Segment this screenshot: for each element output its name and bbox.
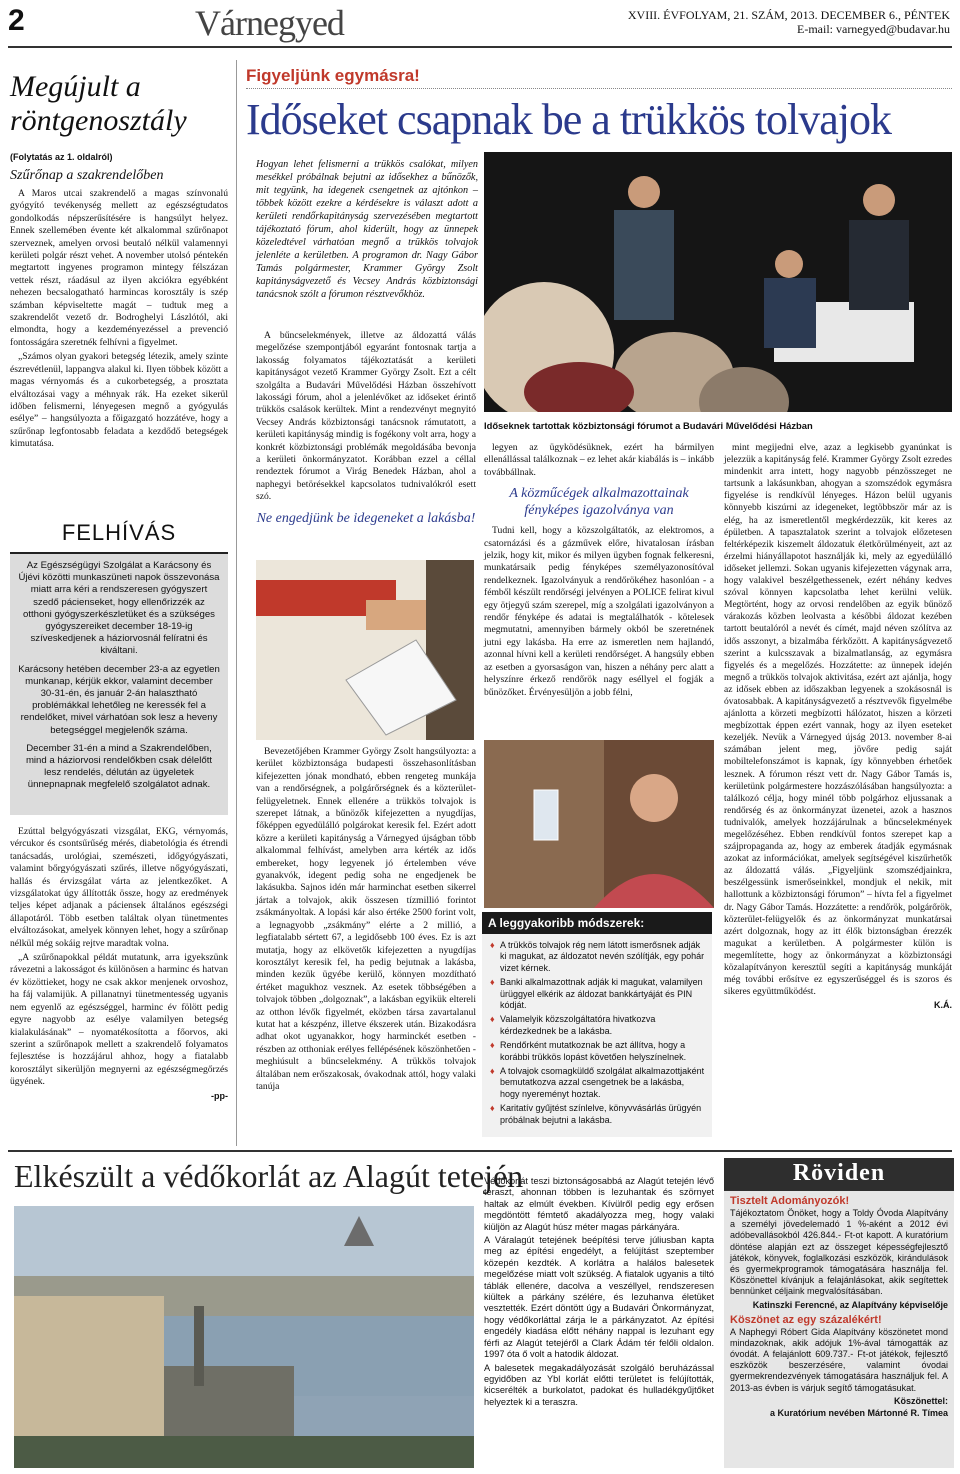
method-item: ♦ Rendőrként mutatkoznak be azt állítva, hogy a korábbi trükkös lopást követően helyszínelnek. [490,1040,706,1063]
left-body-2 [10,826,228,1101]
roviden-title: Röviden [724,1158,954,1191]
article-subhead-2: A közműcégek alkalmazottainak fényképes igazolványa van [509,486,689,519]
left-paragraph: A Maros utcai szakrendelő a magas színvonalú gyógyító tevékenység mellett az egészségtudatos gondolkodás népszerűsítésére is hangsúlyt helyez. Ennek szellemében évente két alkalommal szűrőnapot szerveznek, amelyen orvosi beutaló nélkül valamennyi kerületi polgár részt vehet. A november utolsó péntekén megtartott ingyenes programon mintegy félszázan vettek részt, ráadásul az ilyen akciókra egyébként nehezen becsalogatható harmincas korosztály is szép számban képviseltette magát – tudtuk meg a szakrendelőt vezető dr. Bodroghelyi Lászlótól, aki elmondta, hogy a kezdeményezéssel a prevenció fontosságára szeretnék felhívni a figyelmet. [10,188,228,348]
bottom-paragraph: A Váralagút tetejének beépítési terve júliusban kapta meg az építési engedélyt, a felújítást szeptember közepén kezdték. A korlátra a halálos balesetek megelőzése miatt volt szükség. A fiatalok ugyanis a tiltó táblák ellenére, dacolva a veszéllyel, rendszeresen kiültek a párkány szélére, és lezuhanva életüket vesztették. Ezért döntött úgy a Budavári Önkormányzat, hogy védőkorláttal zárja le a párkányzatot. Az építési engedély kiadása előtt néhány nappal is lezuhant egy férfi az Alagút tetejéről a Clark Ádám tér felőli oldalon. 1997 óta ő volt a hatodik áldozat. [484,1235,714,1360]
methods-title: A leggyakoribb módszerek: [482,912,712,934]
method-item: ♦ A tolvajok csomagküldő szolgálat alkalmazottjaként bemutatkozva azzal csengetnek be a lakásba, hogy nyereményt hoztak. [490,1066,706,1100]
page-number: 2 [8,4,25,37]
notice-box [10,518,228,815]
city-photo [14,1206,474,1468]
lead-text: Hogyan lehet felismerni a trükkös csalókat, milyen mesékkel próbálnak bejutni az idősekhez a bűnözők, mit tegyünk, ha idegenek csengetnek az ajtónkon – többek között ezekre a kérdésekre is választ adott a kerületi rendőrkapitányság szervezésében megtartott tájékoztató fórum, ahol kiderült, hogy az ünnepek közeledtével várhatóan megnő a trükkös tolvajok jelenléte a kerületben. A programon dr. Nagy Gábor Tamás polgármester, Krammer György Zsolt kapitányságvezető és Vecsey András közbiztonsági tanácsnok szólt a fórumon résztvevőkhöz. [256,159,478,300]
top-rule [8,46,952,48]
door-photo-illustration [256,560,474,740]
left-body [10,188,228,451]
left-subhead: Szűrőnap a szakrendelőben [10,168,164,183]
article-col-2 [484,442,714,701]
bottom-paragraph: Védőkorlát teszi biztonságosabbá az Alagút tetején lévő teraszt, ahonnan többen is lezuhantak és szörnyet haltak az elmúlt években. Kívülről pedig egy erősen megdöntött fémtető akadályozza meg, hogy valaki kiüljön az Alagút húsz méter magas párkányára. [484,1176,714,1232]
woman-photo [484,740,714,908]
continued-note: (Folytatás az 1. oldalról) [10,152,113,162]
roviden-text-1: Tájékoztatom Önöket, hogy a Toldy Óvoda Alapítvány a személyi jövedelemadó 1 %-aként a 2012 évi adóbevallásokból 426.844.- Ft-ot kapott. A kuratórium döntése alapján ezt az összeget képességfejlesztő játékok, könyvek, foglalkozási eszközök, kirándulások és gyermekprogramok támogatására használja fel. Köszönettel kívánjuk a felajánlásokat, akik segítettek bennünket céljaink megvalósításában. [730,1208,948,1297]
article-paragraph: Bevezetőjében Krammer György Zsolt hangsúlyozta: a kerület közbiztonsága budapesti összehasonlításban kifejezetten jónak mondható, ebben rengeteg munkája van a rendőrségnek, a polgárőrségnek és a közterület-felügyeletnek. Ennek ellenére a trükkös tolvajok is szerepet látnak, a bűnözők kifejezetten a nyugdíjas, főképpen egyedülálló polgárokat keresik fel. Ezért adott közre a kerületi kapitányság a Várnegyed újságban több alkalommal felhívást, amelyben arra kérték az idős embereket, hogy legyenek jó értelemben véve gyanakvók, idegent pedig soha ne engedjenek be lakásukba. Sajnos idén már harminchat esetben sikerrel jártak a tolvajok, akik összesen tízmillió forintot zsákmányoltak. A lopási kár also értéke 2500 forint volt, a legnagyobb „zsákmány” elérte a 2 millió, a legfiatalabb sértett 67, a legidősebb 100 éves. Ez is azt mutatja, hogy az elkövetők kifejezetten a nyugdíjas korosztályt keresik fel, ha pedig bejutnak a lakásba, minden kezük ügyébe kerülő, könnyen mozdítható értéket magukhoz vesznek. Az esetek többségében a tolvajok többen „dolgoznak”, a lakásban egyikük eltereli az otthon lévők figyelmét, eközben társa zavartalanul kutat hat a készpénz, illetve ékszerek után. Bizakodásra adhat okot ugyanakkor, hogy harminckét esetben - részben az otthoniak erélyes fellépésének köszönhetően - meghiúsult a bűncselekmény. A trükkös tolvajok általában nem erőszakosak, óvakodnak attól, hogy valaki tanúja [256,746,476,1092]
roviden-subhead-2: Köszönet az egy százalékért! [730,1313,882,1326]
kicker: Figyeljünk egymásra! [246,66,420,85]
left-paragraph: „A szűrőnapokkal példát mutatunk, arra igyekszünk rávezetni a lakosságot és különösen a harminc és hatvan év közöttieket, hogy ne csak akkor menjenek orvoshoz, ha fáj valamijük. A pillanatnyi tünetmentesség ugyanis nem egyenlő az egészséggel, harminc év fölött pedig egyre nagyobb az esélye valamilyen betegség kialakulásának” – nyomatékosította a főorvos, aki szerint a szűrőnapok mellett a szakrendelő folyamatos fejlesztése is hozzájárul ahhoz, hogy a fiatalabb korosztályt sikerüljön megnyerni az egészségmegőrzés ügyének. [10,952,228,1088]
notice-title: FELHÍVÁS [10,518,228,554]
main-headline: Időseket csapnak be a trükkös tolvajok [246,95,892,144]
door-photo [256,560,474,740]
masthead: Várnegyed [195,3,344,43]
article-paragraph: A bűncselekmények, illetve az áldozattá válás megelőzése szempontjából egyaránt fontosnak tartja a lakosság folyamatos tájékoztatását a kerületi kapitányságot vezető Krammer György Zsolt. Ezt a célt szolgálta a Budavári Művelődési Házban összehívott lakossági fórum, ahol a jelenlévőket az időseket érintő trükkös csalások kerültek. Mint a rendezvényt megnyitó Vecsey András közbiztonsági tanácsnok rámutatott, a kerületi kapitányság mindig is fogékony volt arra, hogy a konkrét közbiztonsági problémák megoldásába bevonja a kerületi önkormányzatot. Korábban ezzel a céllal rendeztek fórumot a Virág Benedek Házban, ahol a naphegyi betörésekkel kapcsolatos tudnivalókról esett szó. [256,330,476,503]
left-article [10,152,228,453]
left-paragraph: „Számos olyan gyakori betegség létezik, amely szinte észrevétlenül, lappangva alakul ki. Ilyen többek között a magas vérnyomás és a cukorbetegség, a prosztata elváltozásai vagy a méhnyak rák. Ha ezeket sikerül időben felismerni, lényegesen megnő a gyógyulás esélye” – hangsúlyozta a főigazgató hozzátéve, hogy a szűrőnap legfontosabb feladata a kezdődő betegségek kimutatása. [10,351,228,450]
article-col-3 [724,442,952,1010]
article-subhead-1: Ne engedjünk be idegeneket a lakásba! [256,510,476,526]
roviden-box [724,1158,954,1468]
city-photo-illustration [14,1206,474,1468]
notice-paragraph: December 31-én a mind a Szakrendelőben, mind a háziorvosi rendelőkben csak délelőtt lesz rendelés, délután az ügyeletek ünnepnapnak megfelelő szolgálatot adnak. [25,742,213,791]
roviden-signature-label: Köszönettel: [894,1395,948,1406]
notice-body [10,554,228,804]
roviden-subhead-1: Tisztelt Adományozók! [730,1195,850,1207]
method-item: ♦ Valamelyik közszolgáltatóra hivatkozva kérdezkednek be a lakásba. [490,1014,706,1037]
article-col-1 [256,330,476,533]
method-item: ♦ Karitatív gyűjtést színlelve, könyvvásárlás ürügyén próbálnak bejutni a lakásba. [490,1103,706,1126]
article-col-1b [256,746,476,1095]
left-paragraph: Ezúttal belgyógyászati vizsgálat, EKG, vérnyomás, vércukor és csontsűrűség mérés, diabetológia és étrendi tanácsadás, urológiai, szemészeti, időgyógyászati, valamint bőrgyógyászati szűrés, illetve nőgyógyászati, hallás és érvizsgálat várta az jelentkezőket. A vizsgálatokat úgy állították össze, hogy az eredmények teljes képet adjanak a páciensek általános egészségi állapotáról. Több esetben találtak olyan tünetmentes elváltozásokat, amelyek könnyen lehet, hogy a szűrőnap nélkül még sokáig rejtve maradtak volna. [10,826,228,949]
method-item: ♦ Banki alkalmazottnak adják ki magukat, valamilyen ürüggyel elkérik az áldozat bankkártyáját és PIN kódját. [490,977,706,1011]
article-paragraph: Tudni kell, hogy a közszolgáltatók, az elektromos, a csatornázási és a gázművek előre, hivatalosan írásban jelzik, hogy kit, mikor és milyen ügyben fognak felkeresni, munkatársaik pedig fényképes személyazonosítóval rendelkeznek. Igazolványuk a rendőrökéhez hasonlóan - a fémből készült rendőrségi jelvényen a POLICE felirat kivul egy ötjegyű szám szerepel, míg a szolgálati igazolványon a rendőr fényképe és adatai is megtalálhatók - kötelesek megmutatni, amennyiben bármely okból be szeretnének jutni egy lakásba. Ha erre az ismeretlen nem hajlandó, azonnal hívni kell a kerületi rendőrséget. A hangsúly ebben az esetben a gyorsaságon van, hiszen a néhány perc alatt a helyszínre érkező rendőrök nagy eséllyel el fogják a bűnözőket. Érvényesüljön a jobb félni, [484,525,714,698]
forum-photo-illustration [484,152,952,412]
left-signature: -pp- [211,1090,228,1101]
methods-box [482,912,712,1137]
bottom-article [484,1176,714,1410]
col3-signature: K.Á. [934,1000,952,1011]
issue-line: XVIII. ÉVFOLYAM, 21. SZÁM, 2013. DECEMBER 6., PÉNTEK [627,8,950,22]
column-divider [236,60,237,1146]
methods-list [482,940,712,1126]
bottom-headline: Elkészült a védőkorlát az Alagút tetején [14,1158,524,1194]
woman-photo-illustration [484,740,714,908]
left-headline: Megújult a röntgenosztály [10,70,187,137]
roviden-signature-2: a Kuratórium nevében Mártonné R. Tímea [769,1407,948,1418]
bottom-rule [8,1150,952,1152]
roviden-signature-1: Katinszki Ferencné, az Alapítvány képviselője [752,1299,948,1310]
photo-caption: Időseknek tartottak közbiztonsági fórumot a Budavári Művelődési Házban [484,420,813,431]
bottom-paragraph: A balesetek megakadályozását szolgáló beruházással egyidőben az Ybl korlát előtti területet is felújították, kicserélték a burkolatot, padokat és hulladékgyűjtőket helyeztek ki a teraszra. [484,1362,714,1407]
article-paragraph: mint megijedni elve, azaz a legkisebb gyanúnkat is jelezzük a kapitányság felé. Krammer György Zsolt ezredes mindenkit arra intett, hogy nagyobb pénzösszeget ne tartsunk a lakásunkban, ahogyan a szomszédok egymásra figyelése is rendkívül lényeges. Házon belül ugyanis könnyebb kiszúrni az idegeneket, legtöbbször már az is elég, ha az ismeretlentől megkérdezzük, kit keres az épületben. A tapasztalatok szerint a tolvajok előzetesen feltérképezik kiszemelt áldozatuk életkörülményeit, azt az érzelmi hiányállapotot használják ki, mely az egyedülálló időseket jellemzi. Sokan ugyanis kifejezetten vágynak arra, hogy valakivel beszélgethessenek, ezért néhány kedves szóval könnyen kapcsolatba lehet kerülni velük. Megtörtént, hogy az orvosi rendelőben az egyik bűnöző várakozás közben leolvasta a későbbi áldozat kezében tartott beutalóról a nevét és címét, majd néven szólítva az idős asszonyt, a bizalmába férkőzött. A kapitányságvezető szerint a kulcsszavak a bizalmatlanság, az egymásra figyelés és a megelőzés. Hozzátette: az ünnepek idején megnő a trükkös tolvajok aktivitása, ezért azt ajánlja, hogy az idősek ebben az időszakban legyenek a szokásosnál is óvatosabbak. A kapitányságvezető a résztvevők figyelmébe ajánlotta a körzeti megbízotti hálózatot, hiszen a körzeti megbízottak éppen ezért vannak, hogy az ilyen eseteket kezeljék. Nevük a Várnegyed újság 2013. november 8-ai számában jelent meg, jövőre pedig saját mobiltelefonszámot is kapnak, így könnyebben érhetőek lesznek. A fórumon részt vett dr. Nagy Gábor Tamás is, kerületünk polgármestere hozzászólásában hangsúlyozta: a találkozó célja, hogy minél több polgárhoz eljussanak a rendőrség és az önkormányzat üzenetei, azok a hasznos tudnivalók, amelyek hozzájárulnak a bűncselekmények megelőzéséhez. Ebben rendkívül fontos szerepet kap a szájpropaganda az, hogy az emberek átadják egymásnak azokat az információkat, amelyek segítségével kiszűrhetők az áldozattá válás. „Figyeljünk szomszédjainkra, beszélgessünk ismerőseinkkel, mondjuk el nekik, mit hallottunk a közbiztonsági fórumon” – hívta fel a figyelmet dr. Nagy Gábor Tamás. Hozzátette: a rendőrök, polgárőrök, közterület-felügyelők és az önkormányzat munkatársai azért dolgoznak, hogy az itt élők biztonságban érezzék magukat a kerületben. A polgármester külön is megemlítette, hogy az önkormányzat a közbiztonsági közalapítványon keresztül segíti a kapitányság munkáját még további erősítve ez egyszerűséggel és is szoros és sikeres együttműködést. [724,443,952,998]
article-paragraph: legyen az ügyködésüknek, ezért ha bármilyen ellenállással találkoznak – ez lehet akár kiabálás is – inkább továbbállnak. [484,442,714,478]
method-item: ♦ A trükkös tolvajok rég nem látott ismerősnek adják ki magukat, az áldozatot nevén szólítják, egy pohár vizet kérnek. [490,940,706,974]
notice-paragraph: Az Egészségügyi Szolgálat a Karácsony és Újévi közötti munkaszüneti napok összevonása miatt arra kéri a rendszeresen gyógyszert szedő pácienseket, hogy ellenőrizzék az otthoni gyógyszerkészletüket és a szükséges gyógyszereiket december 18-19-ig szíveskedjenek a háziorvosnál felíratni és kiváltani. [18,560,220,657]
forum-photo [484,152,952,412]
issue-info [628,8,950,36]
notice-paragraph: Karácsony hetében december 23-a az egyetlen munkanap, kérjük ekkor, valamint december 30-31-én, és január 2-án halasztható problémákkal lehetőleg ne keressék fel a rendelőket, mivel várhatóan sok lesz a heveny betegséggel megjelenők száma. [18,663,220,736]
email[interactable]: E-mail: varnegyed@budavar.hu [797,22,950,36]
roviden-text-2: A Naphegyi Róbert Gida Alapítvány köszönetet mond mindazoknak, akik adójuk 1%-ával támogatták az óvodát. A felajánlott 609.737.- Ft-ot játékok, fejlesztő eszközök beszerzésére, valamint óvodai gyermekrendezvények támogatására használjuk fel. A 2013-as évben is várjuk segítő támogatásukat. [730,1326,948,1393]
dotted-rule [246,88,952,89]
